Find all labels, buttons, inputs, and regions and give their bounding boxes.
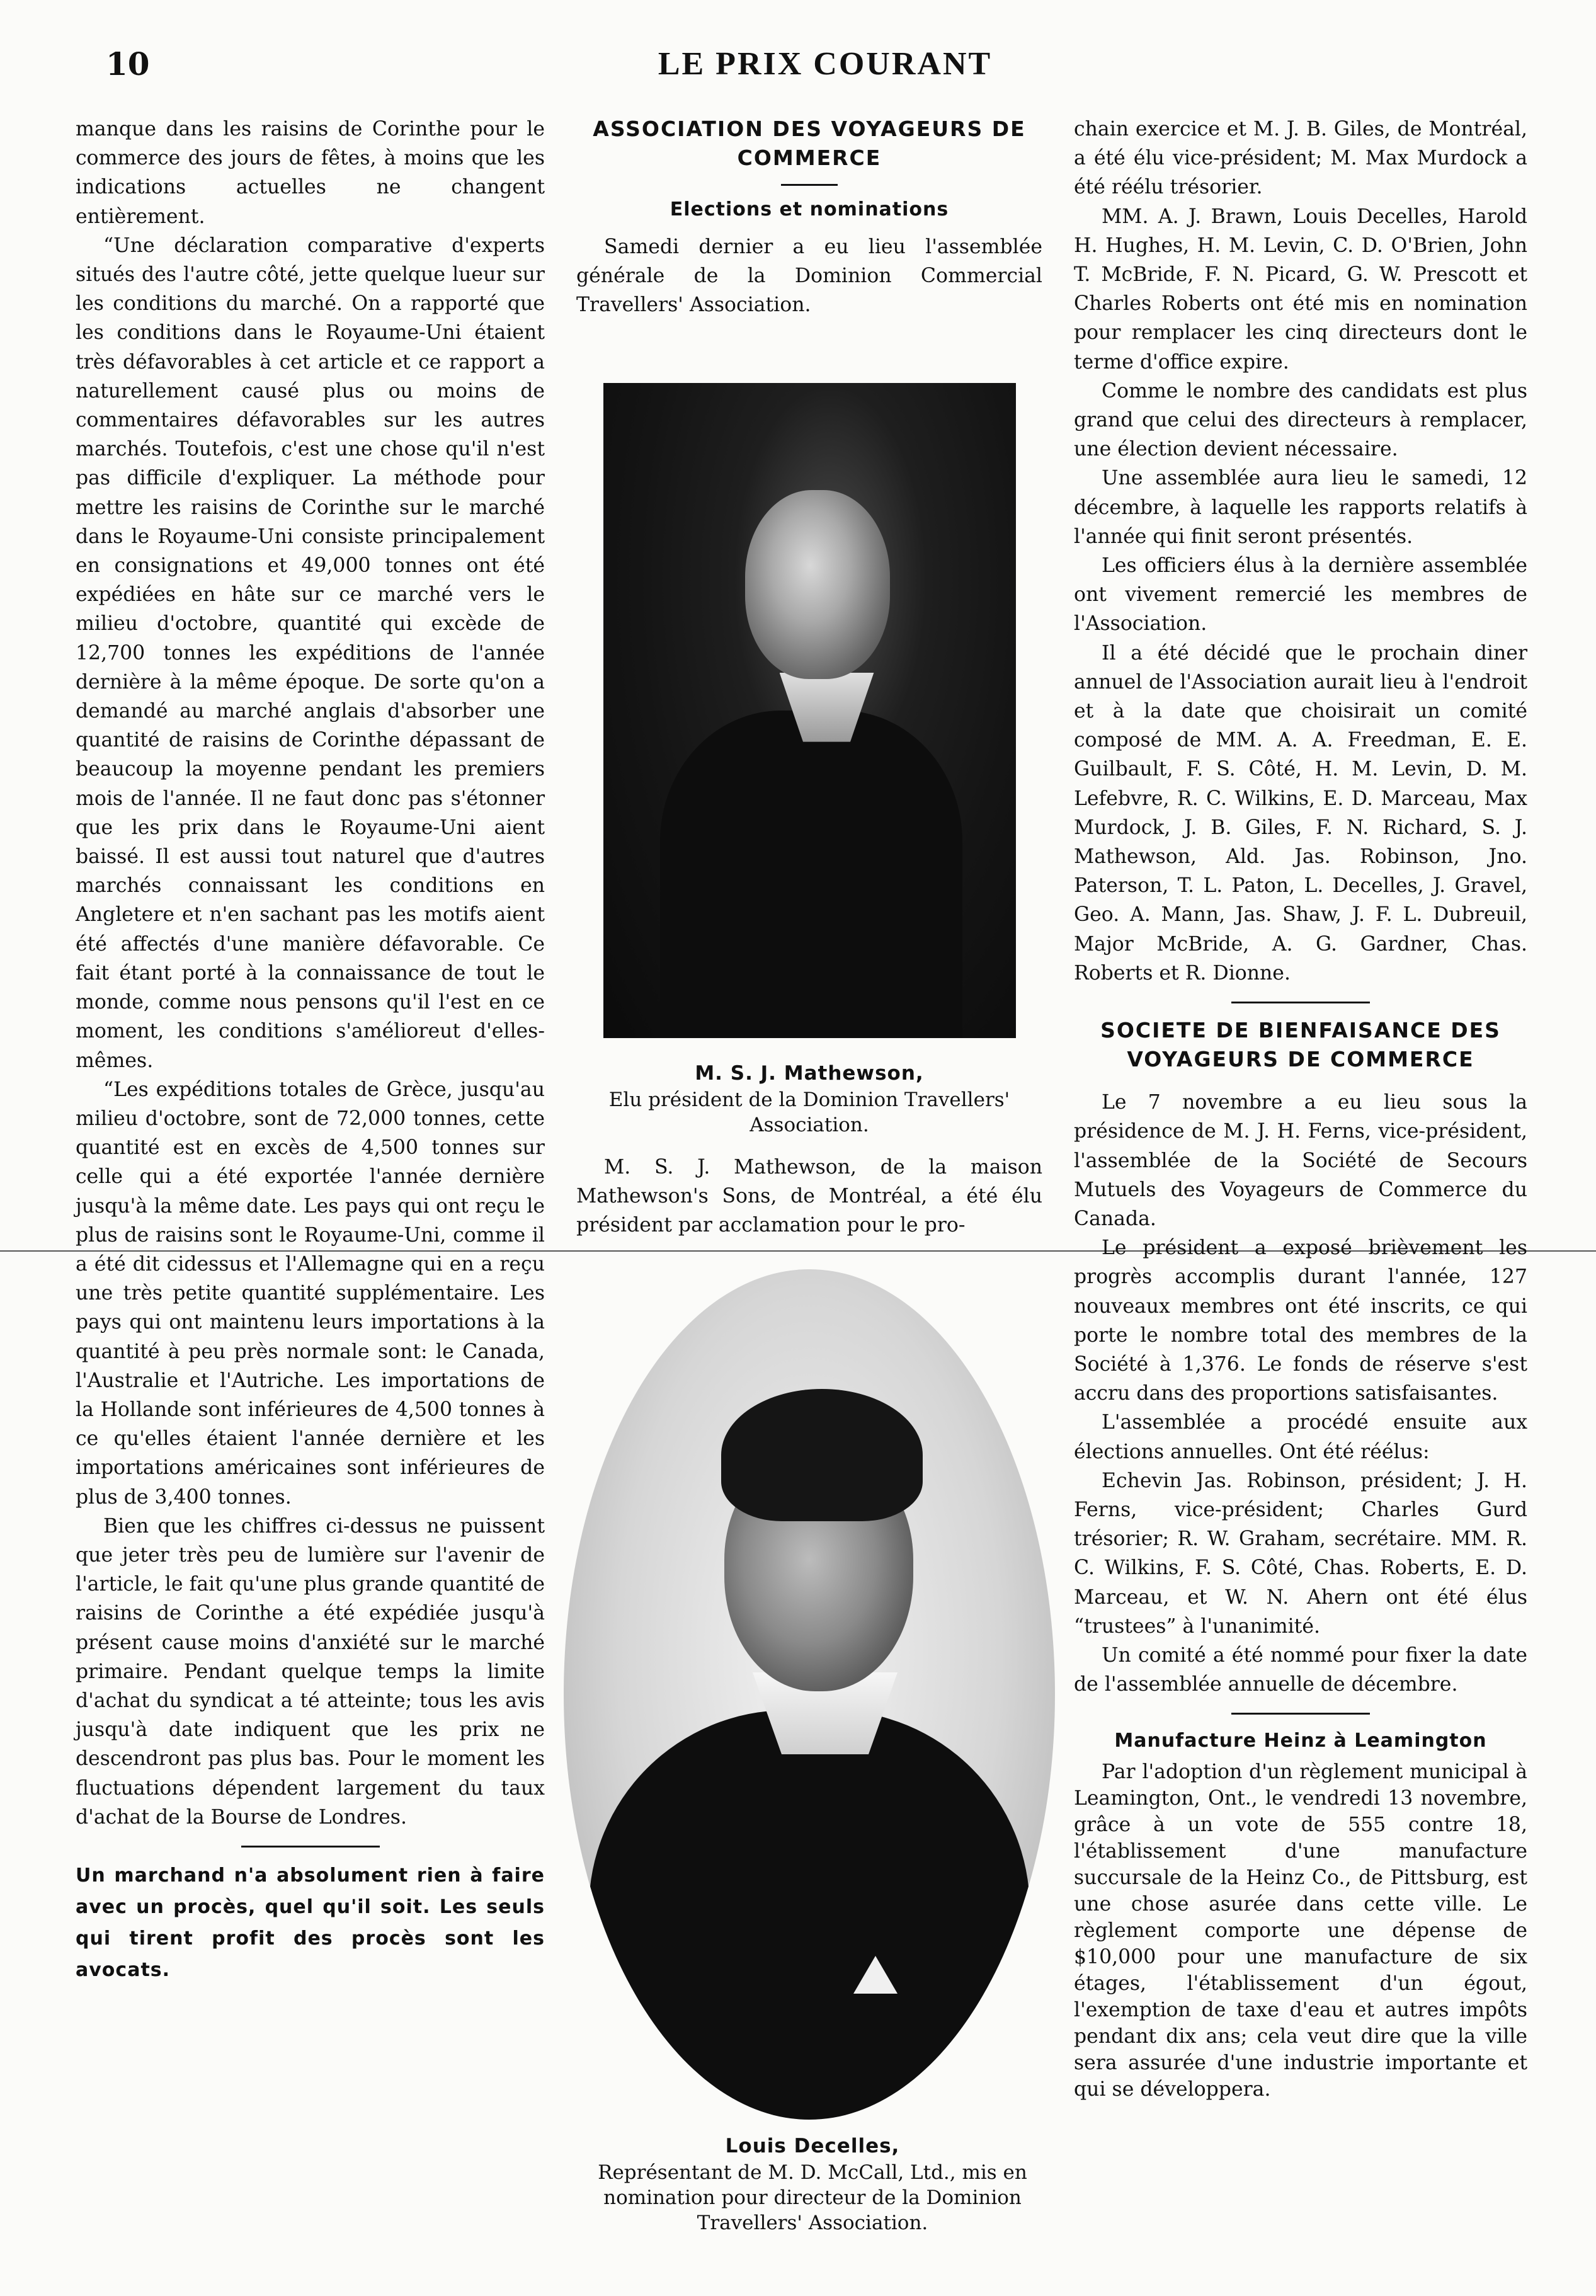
masthead-title: LE PRIX COURANT <box>658 46 993 82</box>
filler-note: Un marchand n'a absolument rien à faire avec un procès, quel qu'il soit. Les seuls qui tirent profit des procès sont les avocats. <box>76 1864 545 1981</box>
article-subhead: Elections et nominations <box>670 198 949 220</box>
article-intro: Samedi dernier a eu lieu l'assemblée générale de la Dominion Commercial Travellers' Association. <box>576 236 1042 317</box>
article-paragraph: L'assemblée a procédé ensuite aux élections annuelles. Ont été réélus: <box>1074 1411 1527 1463</box>
article-paragraph: manque dans les raisins de Corinthe pour le commerce des jours de fêtes, à moins que les indications actuelles ne changent entièrement. <box>76 118 545 228</box>
photo2-caption <box>570 2132 1055 2236</box>
page-number: 10 <box>106 45 150 83</box>
article-paragraph: Un comité a été nommé pour fixer la date de l'assemblée annuelle de décembre. <box>1074 1643 1527 1696</box>
article-paragraph: Il a été décidé que le prochain diner annuel de l'Association aurait lieu à l'endroit et à la date que choisirait un comité composé de MM. A. A. Freedman, E. E. Guilbault, F. S. Côté, H. M. Levin, D. M. Lefebvre, R. C. Wilkins, E. D. Marceau, Max Murdock, J. B. Giles, F. N. Richard, S. J. Mathewson, Ald. Jas. Robinson, Jno. Paterson, T. L. Paton, L. Decelles, J. Gravel, Geo. A. Mann, Jas. Shaw, J. F. L. Dubreuil, Major McBride, A. G. Gardner, Chas. Roberts et R. Dionne. <box>1074 641 1527 985</box>
article-paragraph: Par l'adoption d'un règlement municipal à Leamington, Ont., le vendredi 13 novembre, grâce à un vote de 555 contre 18, l'établissement d'une manufacture succursale de la Heinz Co., de Pittsburg, est une chose asurée dans cette ville. Le règlement comporte une dépense de $10,000 pour une manufacture de six étages, l'établissement d'un égout, l'exemption de taxe d'eau et autres impôts pendant dix ans; cela veut dire que la ville sera assurée d'une industrie importante et qui se développera. <box>1074 1761 1527 2101</box>
article-paragraph: “Une déclaration comparative d'experts situés des l'autre côté, jette quelque lueur sur les conditions du marché. On a rapporté que les conditions dans le Royaume-Uni étaient très défavorables à cet article et ce rapport a naturellement causé plus ou moins de commentaires défavorables sur les autres marchés. Toutefois, c'est une chose qu'il n'est pas difficile d'expliquer. La méthode pour mettre les raisins de Corinthe sur le marché dans le Royaume-Uni consiste principalement en consignations et 49,000 tonnes ont été expédiées en hâte sur ce marché vers le milieu d'octobre, quantité qui excède de 12,700 tonnes les expéditions de l'année dernière à la même époque. De sorte qu'on a demandé au marché anglais d'absorber une quantité de raisins de Corinthe dépassant de beaucoup la moyenne pendant les premiers mois de l'année. Il ne faut donc pas s'étonner que les prix dans le Royaume-Uni aient baissé. Il est aussi tout naturel que d'autres marchés connaissant les conditions en Angletere et n'en sachant pas les motifs aient été affectés d'une manière défavorable. Ce fait étant porté à la connaissance de tout le monde, comme nous pensons qu'il l'est en ce moment, les conditions s'amélioreut d'elles-mêmes. <box>76 234 545 1072</box>
left-column <box>76 115 545 1986</box>
article-paragraph: Bien que les chiffres ci-dessus ne puissent que jeter très peu de lumière sur l'avenir de l'article, le fait qu'une plus grande quantité de raisins de Corinthe a été expédiée jusqu'à présent cause moins d'anxiété sur le marché primaire. Pendant quelque temps la limite d'achat du syndicat a té atteinte; tous les avis jusqu'à date indiquent que les prix ne descendront pas plus bas. Pour le moment les fluctuations dépendent largement du taux d'achat de la Bourse de Londres. <box>76 1514 545 1829</box>
photo-coat <box>589 1710 1030 2120</box>
article-paragraph: M. S. J. Mathewson, de la maison Mathewson's Sons, de Montréal, a été élu président par acclamation pour le pro- <box>576 1155 1042 1237</box>
oval-portrait <box>564 1269 1055 2120</box>
article-headline: SOCIETE DE BIENFAISANCE DES VOYAGEURS DE COMMERCE <box>1100 1018 1501 1072</box>
article-paragraph: Le président a exposé brièvement les progrès accomplis durant l'année, 127 nouveaux membres ont été inscrits, ce qui porte le nombre total des membres de la Société à 1,376. Le fonds de réserve s'est accru dans des proportions satisfaisantes. <box>1074 1237 1527 1405</box>
article-headline: Manufacture Heinz à Leamington <box>1114 1730 1487 1752</box>
photo-caption-name: M. S. J. Mathewson, <box>695 1061 924 1085</box>
photo-coat <box>660 711 962 1038</box>
section-divider <box>1231 1713 1370 1715</box>
article-paragraph: chain exercice et M. J. B. Giles, de Montréal, a été élu vice-président; M. Max Murdock a été réélu trésorier. <box>1074 118 1527 199</box>
photo-caption-text: Représentant de M. D. McCall, Ltd., mis en nomination pour directeur de la Dominion Travellers' Association. <box>598 2161 1027 2234</box>
photo-hair <box>721 1389 923 1521</box>
right-column <box>1074 115 1527 2103</box>
photo-caption-name: Louis Decelles, <box>725 2135 900 2157</box>
article-headline: ASSOCIATION DES VOYAGEURS DE COMMERCE <box>593 117 1026 170</box>
article-paragraph: Les officiers élus à la dernière assemblée ont vivement remercié les membres de l'Association. <box>1074 554 1527 636</box>
headline-rule <box>781 184 838 186</box>
portrait-photo-decelles <box>564 1269 1055 2120</box>
photo-face <box>745 490 890 679</box>
section-divider <box>1231 1002 1370 1003</box>
photo-caption-text: Elu président de la Dominion Travellers' Association. <box>608 1088 1010 1136</box>
article-paragraph: MM. A. J. Brawn, Louis Decelles, Harold H. Hughes, H. M. Levin, C. D. O'Brien, John T. McBride, F. N. Picard, G. W. Prescott et Charles Roberts ont été mis en nomination pour remplacer les cinq directeurs dont le terme d'office expire. <box>1074 205 1527 374</box>
section-divider <box>241 1846 380 1848</box>
portrait-photo-mathewson <box>603 383 1016 1038</box>
middle-column <box>576 115 1042 1240</box>
article-paragraph: Echevin Jas. Robinson, président; J. H. Ferns, vice-président; Charles Gurd trésorier; R. W. Graham, secrétaire. MM. R. C. Wilkins, F. S. Côté, Chas. Roberts, E. D. Marceau, et W. N. Ahern ont été élus “trustees” à l'unanimité. <box>1074 1469 1527 1638</box>
article-paragraph: Comme le nombre des candidats est plus grand que celui des directeurs à remplacer, une élection devient nécessaire. <box>1074 379 1527 461</box>
article-paragraph: “Les expéditions totales de Grèce, jusqu'au milieu d'octobre, sont de 72,000 tonnes, cette quantité est en excès de 4,500 tonnes sur celle qui a été exportée l'année dernière jusqu'à la même date. Les pays qui ont reçu le plus de raisins sont le Royaume-Uni, comme il a été dit cidessus et l'Allemagne qui en a reçu une très petite quantité supplémentaire. Les pays qui ont maintenu leurs importations à la quantité à peu près normale sont: le Canada, l'Australie et l'Autriche. Les importations de la Hollande sont inférieures de 4,500 tonnes à ce qu'elles étaient l'année dernière et les importations américaines sont inférieures de plus de 3,400 tonnes. <box>76 1078 545 1509</box>
article-paragraph: Le 7 novembre a eu lieu sous la présidence de M. J. H. Ferns, vice-président, l'assemblée de la Société de Secours Mutuels des Voyageurs de Commerce du Canada. <box>1074 1091 1527 1230</box>
article-paragraph: Une assemblée aura lieu le samedi, 12 décembre, à laquelle les rapports relatifs à l'année qui finit seront présentés. <box>1074 467 1527 548</box>
